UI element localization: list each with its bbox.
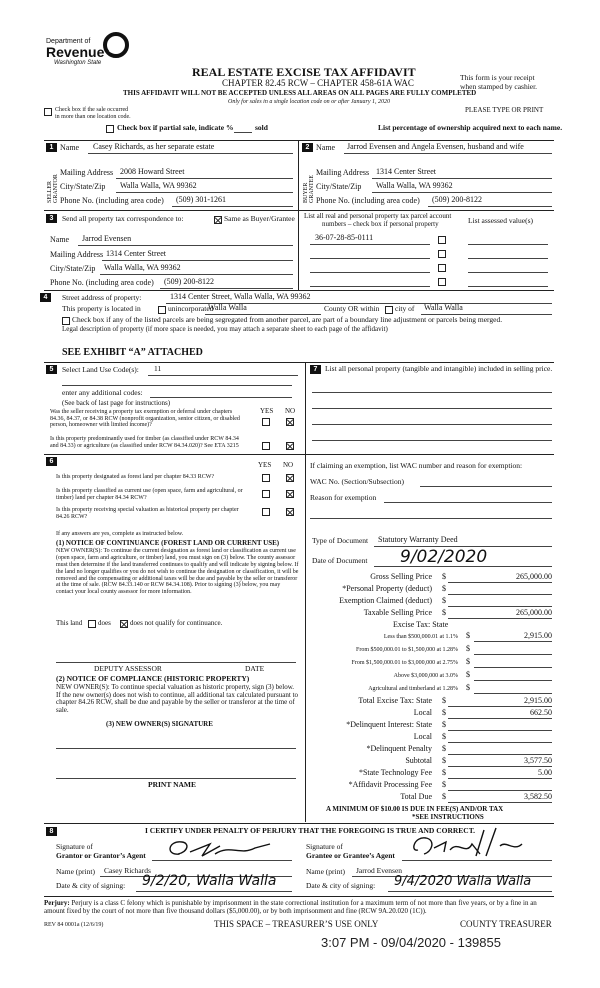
total-row-amount[interactable]: 2,915.00: [524, 696, 552, 705]
compliance-title: (2) NOTICE OF COMPLIANCE (HISTORIC PROPERTY): [56, 674, 250, 683]
perjury-label: Perjury:: [44, 899, 70, 907]
legal-description-label: Legal description of property (if more space is needed, you may attach a separate sheet to each page of the affidavit): [62, 325, 388, 333]
s5-question-1: Was the seller receiving a property tax exemption or deferral under chapters 84.36, 84.37, or 84.38 RCW (nonprofit organization, senior citizen, or disabled person, homeowner with limited income)?: [50, 409, 240, 429]
buyer-mailing-label: Mailing Address: [316, 168, 370, 177]
total-row-amount[interactable]: 662.50: [530, 708, 552, 717]
city-value[interactable]: Walla Walla: [424, 303, 463, 312]
dollar-sign: $: [442, 756, 446, 765]
s6-q3-no-checkbox[interactable]: [286, 508, 294, 516]
section-1-number: 1: [46, 143, 57, 152]
reason-label: Reason for exemption: [310, 493, 377, 502]
s6-q2-no-checkbox[interactable]: [286, 490, 294, 498]
doc-date-label: Date of Document: [312, 556, 368, 565]
s6-yes-header: YES: [258, 461, 272, 469]
perjury-text: Perjury is a class C felony which is punishable by imprisonment in the state correctional institution for a maximum term of not more than five years, or by a fine in an amount fixed by the court of not more than five thousand dollars ($5,000.00), or by both imprisonment and fine (RCW 9A.20.020 (1C)).: [44, 899, 537, 916]
total-row-label: Total Due: [400, 792, 432, 801]
section-7-number: 7: [310, 365, 321, 374]
this-land-label: This land: [56, 619, 83, 627]
unincorporated-label: unincorporated: [168, 304, 214, 313]
dollar-sign: $: [442, 780, 446, 789]
bracket-label: Less than $500,000.01 at 1.1%: [383, 634, 458, 640]
dollar-sign: $: [466, 631, 470, 640]
segregated-label: Check box if any of the listed parcels are being segregated from another parcel, are part of a boundary line adjustment or parcels being merged.: [72, 315, 503, 324]
wac-line[interactable]: [420, 486, 552, 487]
total-row-label: *State Technology Fee: [358, 768, 432, 777]
correspondence-label: Send all property tax correspondence to:: [62, 214, 184, 223]
s6-question-2: Is this property classified as current use (open space, farm and agricultural, or timber) land per chapter 84.34 RCW?: [56, 488, 243, 501]
county-value[interactable]: Walla Walla: [208, 303, 247, 312]
grantor-name[interactable]: Casey Richards: [104, 866, 151, 875]
tax-row-amount[interactable]: 265,000.00: [516, 572, 552, 581]
form-warning: THIS AFFIDAVIT WILL NOT BE ACCEPTED UNLESS ALL AREAS ON ALL PAGES ARE FULLY COMPLETED: [123, 89, 477, 97]
certify-statement: I CERTIFY UNDER PENALTY OF PERJURY THAT THE FOREGOING IS TRUE AND CORRECT.: [145, 826, 476, 835]
grantee-date-city[interactable]: 9/4/2020 Walla Walla: [394, 874, 532, 889]
seller-mailing[interactable]: 2008 Howard Street: [120, 167, 185, 176]
grantee-name[interactable]: Jarrod Evensen: [356, 866, 403, 875]
treasurer-use-only: THIS SPACE – TREASURER’S USE ONLY: [214, 919, 379, 929]
s6-no-header: NO: [283, 461, 294, 469]
seller-side-label: SELLER GRANTOR: [47, 174, 59, 203]
dollar-sign: $: [466, 644, 470, 653]
seller-phone-label: Phone No. (including area code): [60, 196, 164, 205]
buyer-side-label: BUYER GRANTEE: [303, 175, 315, 203]
perjury-notice: [44, 899, 554, 916]
grantor-sig-label-1: Signature of: [56, 842, 93, 851]
total-row-amount[interactable]: 3,582.50: [524, 792, 552, 801]
does-label: does: [98, 619, 111, 627]
total-row-label: Local: [413, 732, 432, 741]
partial-percent-line[interactable]: [234, 132, 252, 133]
total-row-label: Subtotal: [405, 756, 432, 765]
land-does-not-checkbox[interactable]: [120, 620, 128, 628]
grantor-date-city[interactable]: 9/2/20, Walla Walla: [142, 873, 277, 889]
parcel-3-personal-checkbox[interactable]: [438, 264, 446, 272]
land-use-label: Select Land Use Code(s):: [62, 365, 139, 374]
s5-question-2: Is this property predominantly used for timber (as classified under RCW 84.34 and 84.33) or agriculture (as classified under RCW 84.34.020)? See ETA 3215: [50, 436, 239, 449]
tax-row-amount[interactable]: 265,000.00: [516, 608, 552, 617]
seller-phone[interactable]: (509) 301-1261: [176, 195, 226, 204]
compliance-text: NEW OWNER(S): To continue special valuation as historic property, sign (3) below. If the new owner(s) does not wish to continue, all additional tax calculated pursuant to chapter 84.26 RCW, shall be due and payable by the seller or transferor at the time of sale.: [56, 683, 299, 715]
s6-q1-no-checkbox[interactable]: [286, 474, 294, 482]
grantee-signature[interactable]: [410, 826, 530, 862]
section-5-number: 5: [46, 365, 57, 374]
total-row-label: *Delinquent Penalty: [366, 744, 432, 753]
continuance-title: (1) NOTICE OF CONTINUANCE (FOREST LAND OR CURRENT USE): [56, 539, 280, 547]
assessor-date-label: DATE: [245, 664, 265, 673]
dollar-sign: $: [442, 596, 446, 605]
dollar-sign: $: [442, 696, 446, 705]
grantee-name-label: Name (print): [306, 867, 345, 876]
assessed-header: List assessed value(s): [468, 216, 533, 225]
dollar-sign: $: [442, 608, 446, 617]
total-row-amount[interactable]: 5.00: [538, 768, 552, 777]
grantee-sig-label-1: Signature of: [306, 842, 343, 851]
treasurer-stamp: 3:07 PM - 09/04/2020 - 139855: [321, 935, 501, 950]
tax-row-label: Taxable Selling Price: [363, 608, 432, 617]
doc-type-label: Type of Document: [312, 536, 369, 545]
total-row-label: Total Excise Tax: State: [358, 696, 432, 705]
corr-mailing-label: Mailing Address: [50, 250, 104, 259]
segregated-checkbox[interactable]: [62, 317, 70, 325]
dollar-sign: $: [442, 744, 446, 753]
new-owner-signature-label: (3) NEW OWNER(S) SIGNATURE: [106, 720, 213, 728]
buyer-phone[interactable]: (509) 200-8122: [432, 195, 482, 204]
total-row-label: *Affidavit Processing Fee: [348, 780, 432, 789]
multi-location-label-1: Check box if the sale occurred: [55, 107, 129, 113]
form-chapter: CHAPTER 82.45 RCW – CHAPTER 458-61A WAC: [222, 78, 414, 88]
corr-name-label: Name: [50, 235, 70, 244]
if-yes-note: If any answers are yes, complete as instructed below.: [56, 531, 184, 537]
seller-city[interactable]: Walla Walla, WA 99362: [120, 181, 197, 190]
logo-line3: Washington State: [54, 60, 102, 66]
parcel-2-personal-checkbox[interactable]: [438, 250, 446, 258]
multi-location-checkbox[interactable]: [44, 108, 52, 116]
dollar-sign: $: [442, 572, 446, 581]
buyer-phone-label: Phone No. (including area code): [316, 196, 420, 205]
same-as-buyer-checkbox[interactable]: [214, 216, 222, 224]
grantor-sig-label-2: Grantor or Grantor’s Agent: [56, 851, 146, 860]
exemption-claim-label: If claiming an exemption, list WAC number and reason for exemption:: [310, 461, 523, 470]
land-does-checkbox[interactable]: [88, 620, 96, 628]
receipt-note-2: when stamped by cashier.: [460, 82, 538, 91]
land-use-code[interactable]: 11: [154, 364, 162, 373]
grantor-name-label: Name (print): [56, 867, 95, 876]
type-or-print: PLEASE TYPE OR PRINT: [465, 106, 544, 114]
same-as-buyer-label: Same as Buyer/Grantee: [224, 214, 295, 223]
s5-q2-no-checkbox[interactable]: [286, 442, 294, 450]
seller-mailing-label: Mailing Address: [60, 168, 114, 177]
buyer-city[interactable]: Walla Walla, WA 99362: [376, 181, 453, 190]
s6-question-3: Is this property receiving special valuation as historical property per chapter 84.26 RCW?: [56, 507, 239, 520]
corr-city[interactable]: Walla Walla, WA 99362: [104, 263, 181, 272]
s5-q1-yes-checkbox[interactable]: [262, 418, 270, 426]
see-back-label: (See back of last page for instructions): [62, 399, 171, 407]
receipt-note-1: This form is your receipt: [460, 73, 535, 82]
form-number: REV 84 0001a (12/6/19): [44, 922, 104, 928]
bracket-label: Agricultural and timberland at 1.28%: [368, 686, 458, 692]
corr-phone[interactable]: (509) 200-8122: [164, 277, 214, 286]
s6-q3-yes-checkbox[interactable]: [262, 508, 270, 516]
partial-sale-checkbox[interactable]: [106, 125, 114, 133]
dollar-sign: $: [442, 732, 446, 741]
unincorporated-checkbox[interactable]: [158, 306, 166, 314]
total-row-label: *Delinquent Interest: State: [346, 720, 432, 729]
s5-q1-no-checkbox[interactable]: [286, 418, 294, 426]
print-name-line[interactable]: [56, 778, 296, 779]
personal-property-label: List all personal property (tangible and intangible) included in selling price.: [325, 364, 553, 373]
additional-codes-label: enter any additional codes:: [62, 388, 143, 397]
tax-row-label: Exemption Claimed (deduct): [339, 596, 432, 605]
buyer-mailing[interactable]: 1314 Center Street: [376, 167, 436, 176]
street-address[interactable]: 1314 Center Street, Walla Walla, WA 99362: [170, 292, 311, 301]
reason-line[interactable]: [384, 502, 552, 503]
buyer-name-label: Name: [316, 143, 336, 152]
section-2-number: 2: [302, 143, 313, 152]
legal-exhibit: SEE EXHIBIT “A” ATTACHED: [62, 347, 203, 358]
partial-sale-label: Check box if partial sale, indicate %: [117, 123, 234, 132]
parcel-4-personal-checkbox[interactable]: [438, 278, 446, 286]
street-address-label: Street address of property:: [62, 293, 142, 302]
s6-q1-yes-checkbox[interactable]: [262, 474, 270, 482]
dor-mark-icon: [102, 32, 130, 58]
logo-line2: Revenue: [46, 44, 105, 60]
bracket-label: From $500,000.01 to $1,500,000 at 1.28%: [356, 647, 458, 653]
s6-q2-yes-checkbox[interactable]: [262, 490, 270, 498]
dollar-sign: $: [466, 657, 470, 666]
parcel-header-2: numbers – check box if personal property: [322, 220, 439, 228]
s6-question-1: Is this property designated as forest land per chapter 84.33 RCW?: [56, 474, 215, 480]
excise-tax-state-label: Excise Tax: State: [393, 620, 449, 629]
deputy-assessor-label: DEPUTY ASSESSOR: [94, 664, 162, 673]
dollar-sign: $: [466, 683, 470, 692]
seller-name-label: Name: [60, 143, 80, 152]
dollar-sign: $: [466, 670, 470, 679]
dollar-sign: $: [442, 792, 446, 801]
dollar-sign: $: [442, 584, 446, 593]
s5-no-header: NO: [285, 407, 296, 415]
doc-type[interactable]: Statutory Warranty Deed: [378, 535, 458, 544]
ownership-note: List percentage of ownership acquired next to each name.: [378, 123, 563, 132]
multi-location-label-2: in more than one location code.: [55, 114, 131, 120]
total-row-amount[interactable]: 3,577.50: [524, 756, 552, 765]
sold-label: sold: [255, 123, 268, 132]
new-owner-signature-line[interactable]: [56, 748, 296, 749]
section-3-number: 3: [46, 214, 57, 223]
dollar-sign: $: [442, 768, 446, 777]
seller-name[interactable]: Casey Richards, as her separate estate: [93, 142, 215, 151]
see-instructions: *SEE INSTRUCTIONS: [412, 813, 484, 821]
doc-date[interactable]: 9/02/2020: [400, 547, 488, 567]
parcel-1[interactable]: 36-07-28-85-0111: [315, 233, 374, 242]
total-row-label: Local: [413, 708, 432, 717]
county-treasurer-label: COUNTY TREASURER: [460, 919, 552, 929]
buyer-city-label: City/State/Zip: [316, 182, 362, 191]
dor-logo: [44, 30, 134, 70]
s5-q2-yes-checkbox[interactable]: [262, 442, 270, 450]
section-8-number: 8: [46, 827, 57, 836]
city-of-label: city of: [395, 304, 415, 313]
tax-row-label: *Personal Property (deduct): [342, 584, 432, 593]
minimum-fee-note: A MINIMUM OF $10.00 IS DUE IN FEE(S) AND/OR TAX: [326, 805, 504, 813]
dollar-sign: $: [442, 720, 446, 729]
form-title: REAL ESTATE EXCISE TAX AFFIDAVIT: [192, 65, 416, 79]
not-qualify-label: does not qualify for continuance.: [130, 619, 223, 627]
buyer-name[interactable]: Jarrod Evensen and Angela Evensen, husband and wife: [347, 142, 524, 151]
section-6-number: 6: [46, 457, 57, 466]
bracket-amount[interactable]: 2,915.00: [524, 631, 552, 640]
section-4-number: 4: [40, 293, 51, 302]
wac-label: WAC No. (Section/Subsection): [310, 477, 404, 486]
corr-phone-label: Phone No. (including area code): [50, 278, 154, 287]
grantee-date-label: Date & city of signing:: [306, 881, 376, 890]
logo-line1: Department of: [46, 38, 91, 45]
tax-row-label: Gross Selling Price: [370, 572, 432, 581]
grantee-sig-label-2: Grantee or Grantee’s Agent: [306, 851, 395, 860]
continuance-text: NEW OWNER(S): To continue the current designation as forest land or classification as current use (open space, farm and agriculture, or timber) land, you must sign on (3) below. The county assessor must then determine if the land transferred continues to qualify and will indicate by signing below. If the land no longer qualifies or you do not wish to continue the designation or classification, it will be removed and the compensating or additional taxes will be due and payable by the seller or transferor at the time of sale. (RCW 84.33.140 or RCW 84.34.108). Prior to signing (3) below, you may contact your local county assessor for more information.: [56, 548, 299, 596]
dollar-sign: $: [442, 708, 446, 717]
parcel-1-personal-checkbox[interactable]: [438, 236, 446, 244]
bracket-label: From $1,500,000.01 to $3,000,000 at 2.75%: [351, 660, 458, 666]
print-name-label: PRINT NAME: [148, 780, 196, 789]
corr-city-label: City/State/Zip: [50, 264, 96, 273]
located-label: This property is located in: [62, 304, 141, 313]
form-subnote: Only for sales in a single location code on or after January 1, 2020: [228, 99, 390, 105]
grantor-date-label: Date & city of signing:: [56, 881, 126, 890]
s5-yes-header: YES: [260, 407, 274, 415]
county-or-within-label: County OR within: [324, 304, 380, 313]
city-of-checkbox[interactable]: [385, 306, 393, 314]
corr-mailing[interactable]: 1314 Center Street: [106, 249, 166, 258]
parcel-header-1: List all real and personal property tax parcel account: [304, 212, 452, 220]
bracket-label: Above $3,000,000 at 3.0%: [393, 673, 458, 679]
seller-city-label: City/State/Zip: [60, 182, 106, 191]
corr-name[interactable]: Jarrod Evensen: [82, 234, 132, 243]
